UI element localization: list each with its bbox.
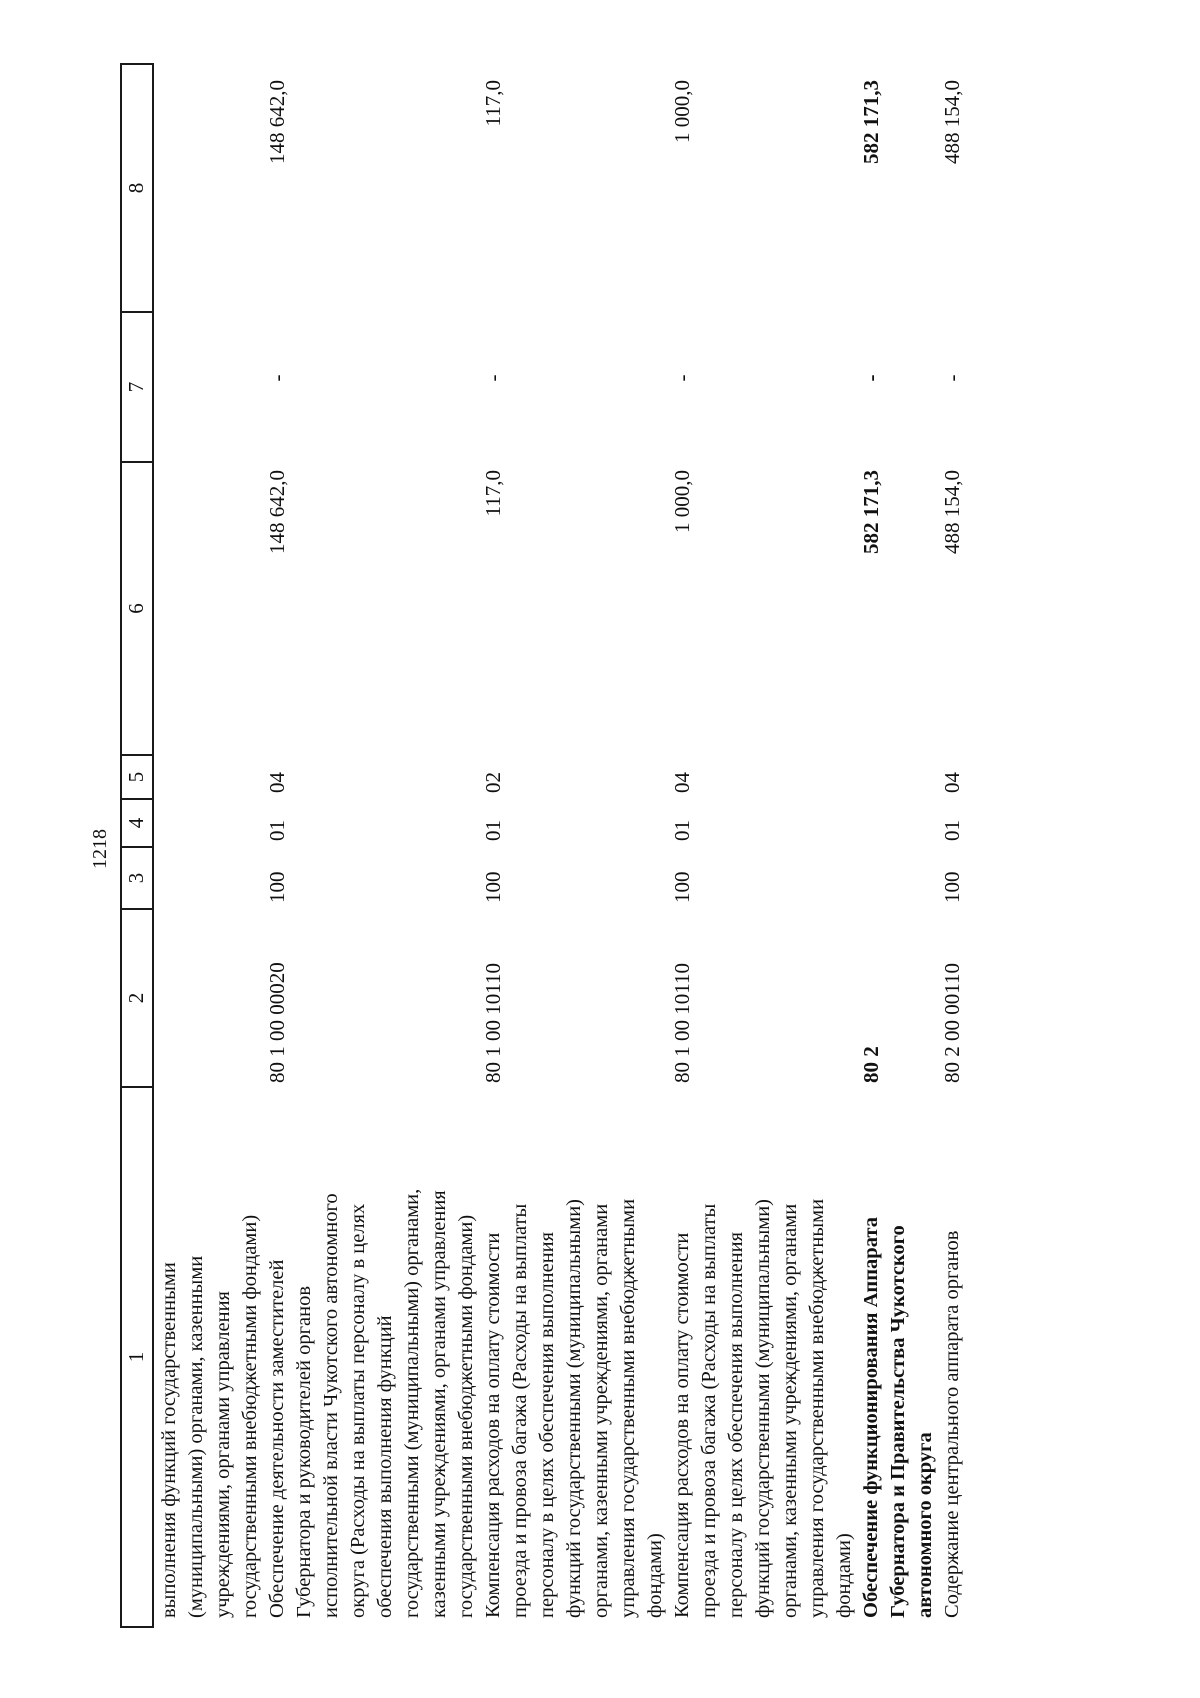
row-description: Компенсация расходов на оплату стоимости проезда и провоза багажа (Расходы на выплаты персоналу в целях обеспечения выполнения функций государственными (муниципальными) органами, казенными учреждениями, органами управления государственными внебюджетными фондами) (671, 1198, 855, 1618)
column-header: 5 (124, 771, 148, 783)
section: 01 (940, 820, 964, 841)
column-header: 2 (124, 992, 148, 1004)
target-code: 80 1 00 10110 (670, 963, 694, 1083)
amount-col8: 582 171,3 (859, 80, 883, 164)
expense-type: 100 (265, 871, 289, 903)
subsection: 02 (481, 772, 505, 793)
section: 01 (670, 820, 694, 841)
amount-col7: - (481, 374, 505, 382)
row-description: Обеспечение функционирования Аппарата Губернатора и Правительства Чукотского автономного округа (860, 1217, 936, 1618)
expense-type: 100 (670, 871, 694, 903)
amount-total: 117,0 (481, 470, 505, 517)
section: 01 (481, 820, 505, 841)
amount-col7: - (670, 374, 694, 382)
amount-col7: - (859, 374, 883, 382)
row-description: Компенсация расходов на оплату стоимости проезда и провоза багажа (Расходы на выплаты персоналу в целях обеспечения выполнения функций государственными (муниципальными) органами, казенными учреждениями, органами управления государственными внебюджетными фондами) (482, 1198, 666, 1618)
amount-col7: - (940, 374, 964, 382)
amount-col8: 117,0 (481, 80, 505, 127)
amount-col8: 488 154,0 (940, 80, 964, 164)
amount-total: 148 642,0 (265, 470, 289, 554)
column-header: 1 (124, 1351, 148, 1363)
column-header: 7 (124, 381, 148, 393)
column-header: 3 (124, 872, 148, 884)
subsection: 04 (265, 772, 289, 793)
column-divider (120, 1626, 154, 1628)
page-number: 1218 (89, 829, 111, 869)
amount-col8: 148 642,0 (265, 80, 289, 164)
amount-total: 582 171,3 (859, 470, 883, 554)
subsection: 04 (940, 772, 964, 793)
amount-total: 1 000,0 (670, 470, 694, 533)
subsection: 04 (670, 772, 694, 793)
section: 01 (265, 820, 289, 841)
column-header: 4 (124, 817, 148, 829)
target-code: 80 1 00 10110 (481, 963, 505, 1083)
target-code: 80 2 00 00110 (940, 963, 964, 1083)
column-header: 6 (124, 603, 148, 614)
target-code: 80 1 00 00020 (265, 962, 289, 1083)
row-description: выполнения функций государственными (муниципальными) органами, казенными учреждениями, органами управления государственными внебюджетными фондами) (158, 1214, 261, 1618)
row-description: Обеспечение деятельности заместителей Губернатора и руководителей органов исполнительной власти Чукотского автономного округа (Расходы на выплаты персоналу в целях обеспечения выполнения функций государственными (муниципальными) органами, казенными учреждениями, органами управления государственными внебюджетными фондами) (266, 1188, 477, 1618)
column-header: 8 (124, 182, 148, 194)
expense-type: 100 (481, 871, 505, 903)
amount-col8: 1 000,0 (670, 80, 694, 143)
amount-total: 488 154,0 (940, 470, 964, 554)
amount-col7: - (265, 374, 289, 382)
target-code: 80 2 (859, 1046, 883, 1083)
expense-type: 100 (940, 871, 964, 903)
row-description: Содержание центрального аппарата органов (941, 1230, 963, 1618)
budget-table (120, 63, 1160, 1628)
